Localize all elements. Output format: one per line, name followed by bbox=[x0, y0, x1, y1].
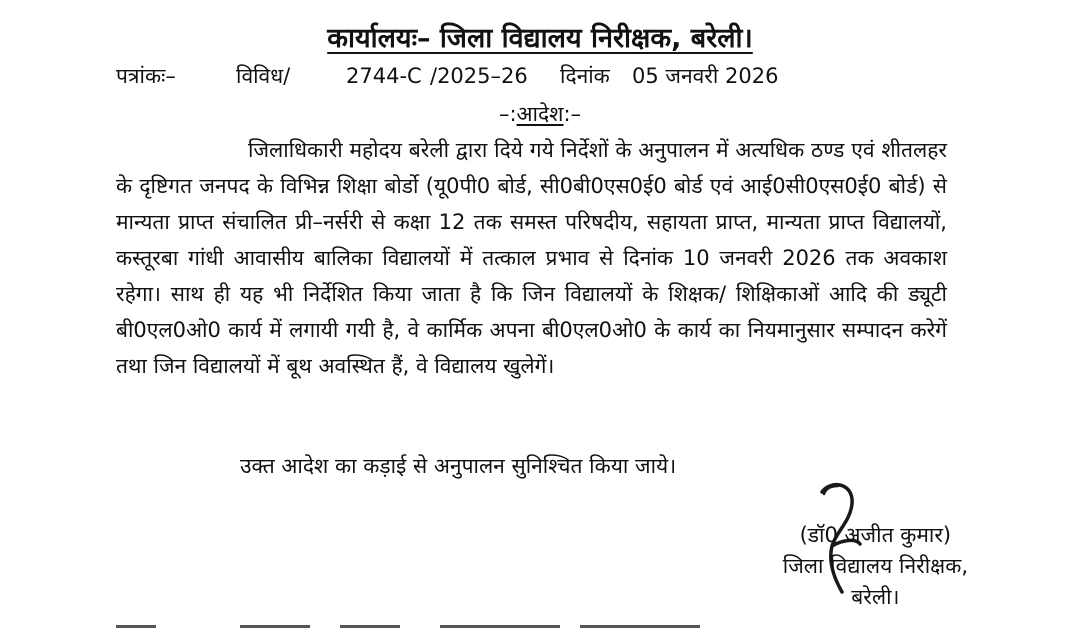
cut-off-next-line bbox=[110, 620, 710, 630]
letter-no-label: पत्रांकः– bbox=[116, 64, 176, 88]
signatory-designation: जिला विद्यालय निरीक्षक, bbox=[782, 554, 968, 578]
order-heading-word: आदेश bbox=[516, 102, 564, 126]
letter-category: विविध/ bbox=[236, 64, 291, 88]
order-body-paragraph bbox=[116, 132, 947, 384]
order-body-text: जिलाधिकारी महोदय बरेली द्वारा दिये गये निर्देशों के अनुपालन में अत्यधिक ठण्ड एवं शीतलहर के दृष्टिगत जनपद के विभिन्न शिक्षा बोर्डो (यू0पी0 बोर्ड, सी0बी0एस0ई0 बोर्ड एवं आई0सी0एस0ई0 बोर्ड) से मान्यता प्राप्त संचालित प्री–नर्सरी से कक्षा 12 तक समस्त परिषदीय, सहायता प्राप्त, मान्यता प्राप्त विद्यालयों, कस्तूरबा गांधी आवासीय बालिका विद्यालयों में तत्काल प्रभाव से दिनांक 10 जनवरी 2026 तक अवकाश रहेगा। साथ ही यह भी निर्देशित किया जाता है कि जिन विद्यालयों के शिक्षक/ शिक्षिकाओं आदि की ड्यूटी बी0एल0ओ0 कार्य में लगायी गयी है, वे कार्मिक अपना बी0एल0ओ0 के कार्य का नियमानुसार सम्पादन करेगें तथा जिन विद्यालयों में बूथ अवस्थित हैं, वे विद्यालय खुलेगें। bbox=[116, 138, 947, 378]
signatory-name: (डॉ0 अजीत कुमार) bbox=[799, 523, 952, 547]
office-title: कार्यालयः– जिला विद्यालय निरीक्षक, बरेली। bbox=[327, 23, 753, 54]
closing-line: उक्त आदेश का कड़ाई से अनुपालन सुनिश्चित किया जाये। bbox=[240, 454, 677, 478]
date-label: दिनांक bbox=[560, 64, 610, 88]
order-heading-suffix: :– bbox=[563, 102, 582, 126]
letter-number: 2744-C bbox=[346, 64, 422, 88]
reference-row bbox=[0, 60, 1080, 92]
signature-block bbox=[783, 520, 968, 613]
order-heading bbox=[0, 100, 1080, 128]
signatory-place: बरेली। bbox=[851, 585, 900, 609]
date-value: 05 जनवरी 2026 bbox=[632, 64, 779, 88]
letter-year: /2025–26 bbox=[430, 64, 528, 88]
order-heading-prefix: –: bbox=[498, 102, 517, 126]
